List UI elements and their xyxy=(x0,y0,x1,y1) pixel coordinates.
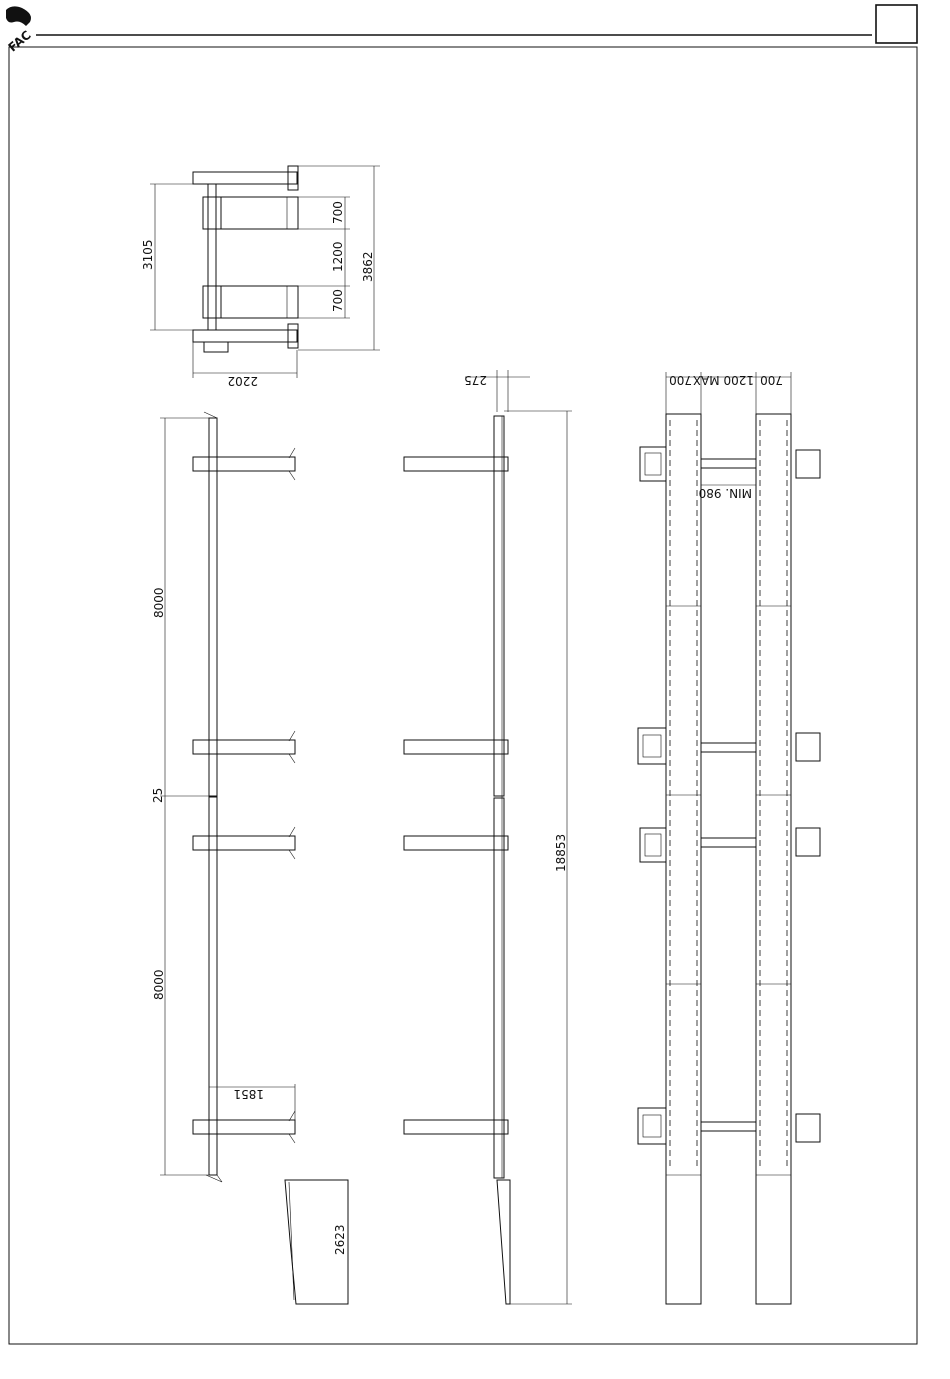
dim-1851: 1851 xyxy=(233,1087,264,1101)
column-left-2 xyxy=(638,728,666,764)
plan-runway-right xyxy=(756,414,791,1304)
dim-2202: 2202 xyxy=(227,374,258,388)
dim-plan-1200-max: 1200 MAX xyxy=(692,373,754,387)
page-number-label xyxy=(876,5,917,43)
runway-lower xyxy=(203,286,298,318)
dim-8000-lower: 8000 xyxy=(152,969,166,1000)
dim-plan-700-right: 700 xyxy=(760,373,783,387)
side-view-middle xyxy=(404,370,572,1304)
dim-25: 25 xyxy=(151,787,165,803)
column-left-4 xyxy=(638,1108,666,1144)
dim-2623: 2623 xyxy=(333,1224,347,1255)
dim-3862: 3862 xyxy=(361,251,375,282)
dim-1200-a: 1200 xyxy=(331,241,345,272)
side-view-left xyxy=(151,412,295,1182)
dim-275: 275 xyxy=(464,373,487,387)
logo-text: FAC xyxy=(5,27,34,55)
dim-plan-700-left: 700 xyxy=(669,373,692,387)
dim-3105: 3105 xyxy=(141,239,155,270)
dim-min-980: MIN. 980 xyxy=(698,486,752,500)
plan-runway-left xyxy=(666,414,701,1304)
dim-8000-upper: 8000 xyxy=(152,587,166,618)
dim-18853: 18853 xyxy=(554,833,568,872)
dim-700-b: 700 xyxy=(331,289,345,312)
runway-upper xyxy=(203,197,298,229)
column-left-1 xyxy=(640,447,666,481)
column-left-3 xyxy=(640,828,666,862)
dim-700-a: 700 xyxy=(331,201,345,224)
top-view xyxy=(141,166,380,388)
plan-view xyxy=(638,372,820,1304)
ramp-detail xyxy=(285,1180,348,1304)
